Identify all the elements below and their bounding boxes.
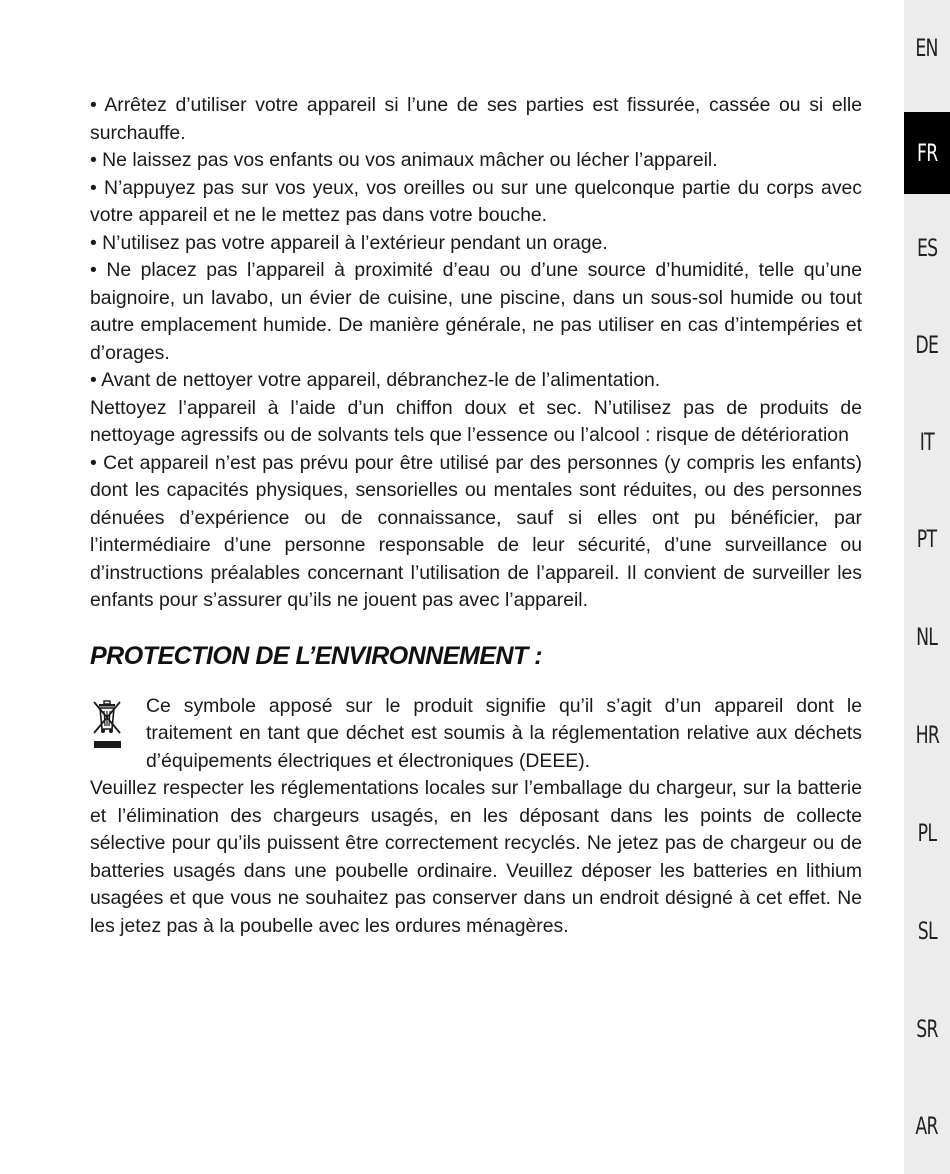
tab-label: IT — [919, 428, 935, 456]
safety-bullet: • N’utilisez pas votre appareil à l’extérieur pendant un orage. — [90, 231, 608, 254]
safety-bullet: • N’appuyez pas sur vos yeux, vos oreilles ou sur une quelconque partie du corps avec votre appareil et ne le mettez pas dans votre bouche. — [90, 176, 862, 226]
tab-language-en[interactable] — [904, 12, 950, 84]
tab-language-de[interactable] — [904, 309, 950, 381]
tab-language-it[interactable] — [904, 406, 950, 478]
tab-label: FR — [916, 139, 938, 167]
tab-label: SL — [917, 917, 937, 945]
safety-bullet: • Arrêtez d’utiliser votre appareil si l’une de ses parties est fissurée, cassée ou si elle surchauffe. — [90, 94, 862, 144]
tab-language-es[interactable] — [904, 212, 950, 284]
weee-text: Ce symbole apposé sur le produit signifie qu’il s’agit d’un appareil dont le traitement en tant que déchet est soumis à la réglementation relative aux déchets d’équipements électriques et électroniques (DEEE). — [146, 694, 862, 772]
safety-bullet: • Cet appareil n’est pas prévu pour être utilisé par des personnes (y compris les enfants) dont les capacités physiques, sensorielles ou mentales sont réduites, ou des personnes dénuées d’expérience ou de connaissance, sauf si elles ont pu bénéficier, par l’intermédiaire d’une personne responsable de leur sécurité, d’une surveillance ou d’instructions préalables concernant l’utilisation de l’appareil. Il convient de surveiller les enfants pour s’assurer qu’ils ne jouent pas avec l’appareil. — [90, 451, 862, 611]
tab-language-sr[interactable] — [904, 993, 950, 1065]
tab-language-pt[interactable] — [904, 503, 950, 575]
tab-label: HR — [915, 721, 939, 749]
tab-label: ES — [916, 234, 938, 262]
safety-bullet: • Avant de nettoyer votre appareil, débranchez-le de l’alimentation. — [90, 369, 661, 391]
tab-language-ar[interactable] — [904, 1090, 950, 1162]
safety-bullet: • Ne laissez pas vos enfants ou vos animaux mâcher ou lécher l’appareil. — [90, 149, 718, 171]
weee-notice — [90, 693, 862, 776]
language-tab-bar — [904, 0, 950, 1174]
tab-language-pl[interactable] — [904, 797, 950, 869]
tab-label: PT — [917, 525, 937, 553]
cleaning-instructions: Nettoyez l’appareil à l’aide d’un chiffon doux et sec. N’utilisez pas de produits de nettoyage agressifs ou de solvants tels que l’essence ou l’alcool : risque de détérioration — [90, 396, 862, 446]
tab-language-hr[interactable] — [904, 699, 950, 771]
tab-label: DE — [915, 331, 939, 359]
crossed-out-bin-icon — [90, 699, 124, 755]
tab-language-sl[interactable] — [904, 895, 950, 967]
tab-language-nl[interactable] — [904, 601, 950, 673]
tab-label: PL — [917, 819, 937, 847]
manual-content — [90, 92, 862, 940]
tab-label: EN — [915, 34, 939, 62]
recycling-instructions: Veuillez respecter les réglementations locales sur l’emballage du chargeur, sur la batterie et l’élimination des chargeurs usagés, en les déposant dans les points de collecte sélective pour qu’ils puissent être correctement recyclés. Ne jetez pas de chargeur ou de batteries usagés dans une poubelle ordinaire. Veuillez déposer les batteries en lithium usagées et que vous ne souhaitez pas conserver dans un endroit désigné à cet effet. Ne les jetez pas à la poubelle avec les ordures ménagères. — [90, 777, 862, 937]
safety-bullet: • Ne placez pas l’appareil à proximité d’eau ou d’une source d’humidité, telle qu’une baignoire, un lavabo, un évier de cuisine, une piscine, dans un sous-sol humide ou tout autre emplacement humide. De manière générale, ne pas utiliser en cas d’intempéries et d’orages. — [90, 259, 862, 364]
tab-label: SR — [916, 1015, 938, 1043]
tab-language-fr[interactable] — [904, 112, 950, 194]
tab-label: NL — [916, 623, 938, 651]
environment-heading: PROTECTION DE L’ENVIRONNEMENT : — [90, 641, 543, 670]
tab-label: AR — [915, 1112, 939, 1140]
